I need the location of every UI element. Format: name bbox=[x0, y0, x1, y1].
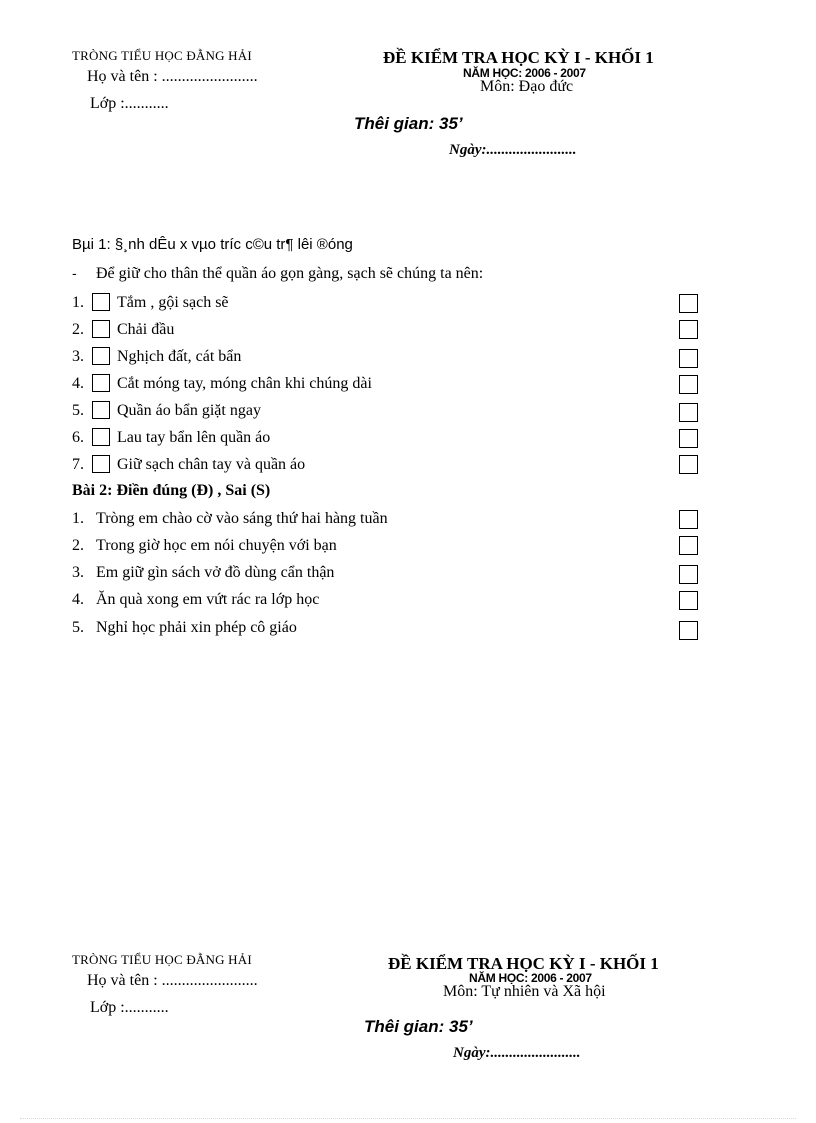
item-text: Chải đầu bbox=[117, 321, 175, 338]
list-item bbox=[72, 400, 261, 422]
item-text: Tròng em chào cờ vào sáng thứ hai hàng tuần bbox=[96, 510, 388, 527]
list-item bbox=[72, 589, 319, 611]
subject: Môn: Đạo đức bbox=[480, 78, 574, 95]
item-text: Giữ sạch chân tay và quần áo bbox=[117, 456, 306, 473]
page-edge-divider bbox=[20, 1118, 796, 1120]
item-number: 3. bbox=[72, 564, 84, 581]
item-number: 4. bbox=[72, 591, 84, 608]
item-number: 6. bbox=[72, 429, 84, 446]
class-field[interactable]: Lớp :........... bbox=[90, 95, 169, 112]
list-item bbox=[72, 319, 174, 341]
intro-text: Để giữ cho thân thể quần áo gọn gàng, sạch sẽ chúng ta nên: bbox=[96, 265, 484, 282]
answer-box[interactable] bbox=[679, 455, 698, 474]
part-2-heading: Bài 2: Điền đúng (Đ) , Sai (S) bbox=[72, 482, 271, 499]
checkbox[interactable] bbox=[92, 374, 110, 392]
list-item bbox=[72, 562, 334, 584]
student-name-field[interactable]: Họ và tên : ........................ bbox=[87, 68, 258, 85]
list-item bbox=[72, 617, 297, 639]
list-item bbox=[72, 427, 270, 449]
list-item bbox=[72, 292, 229, 314]
date-field[interactable]: Ngày:........................ bbox=[449, 142, 577, 158]
part-1-heading: Bµi 1: §¸nh dÊu x vµo tríc c©u tr¶ lêi ®óng bbox=[72, 236, 353, 253]
item-number: 2. bbox=[72, 537, 84, 554]
school-year: NĂM HỌC: 2006 - 2007 bbox=[469, 971, 592, 985]
item-text: Tắm , gội sạch sẽ bbox=[117, 294, 229, 311]
answer-box[interactable] bbox=[679, 349, 698, 368]
answer-box[interactable] bbox=[679, 510, 698, 529]
list-item bbox=[72, 373, 372, 395]
student-name-field[interactable]: Họ và tên : ........................ bbox=[87, 972, 258, 989]
item-number: 7. bbox=[72, 456, 84, 473]
item-number: 1. bbox=[72, 510, 84, 527]
checkbox[interactable] bbox=[92, 428, 110, 446]
answer-box[interactable] bbox=[679, 565, 698, 584]
school-name: TRÒNG TIỂU HỌC ĐẰNG HẢI bbox=[72, 952, 252, 967]
checkbox[interactable] bbox=[92, 347, 110, 365]
item-text: Trong giờ học em nói chuyện với bạn bbox=[96, 537, 337, 554]
list-item bbox=[72, 454, 305, 476]
time-limit: Thêi gian: 35’ bbox=[364, 1017, 473, 1036]
list-item bbox=[72, 508, 388, 530]
answer-box[interactable] bbox=[679, 320, 698, 339]
item-number: 4. bbox=[72, 375, 84, 392]
checkbox[interactable] bbox=[92, 293, 110, 311]
school-year: NĂM HỌC: 2006 - 2007 bbox=[463, 66, 586, 80]
checkbox[interactable] bbox=[92, 455, 110, 473]
date-field[interactable]: Ngày:........................ bbox=[453, 1045, 581, 1061]
item-text: Em giữ gìn sách vở đồ dùng cẩn thận bbox=[96, 564, 335, 581]
exam-title: ĐỀ KIỂM TRA HỌC KỲ I - KHỐI 1 bbox=[383, 48, 654, 67]
answer-box[interactable] bbox=[679, 429, 698, 448]
list-item bbox=[72, 535, 337, 557]
answer-box[interactable] bbox=[679, 591, 698, 610]
class-field[interactable]: Lớp :........... bbox=[90, 999, 169, 1016]
item-number: 1. bbox=[72, 294, 84, 311]
item-text: Ăn quà xong em vứt rác ra lớp học bbox=[96, 591, 320, 608]
item-text: Quần áo bẩn giặt ngay bbox=[117, 402, 261, 419]
subject: Môn: Tự nhiên và Xã hội bbox=[443, 983, 606, 1000]
item-text: Nghỉ học phải xin phép cô giáo bbox=[96, 619, 297, 636]
item-number: 2. bbox=[72, 321, 84, 338]
item-text: Cắt móng tay, móng chân khi chúng dài bbox=[117, 375, 372, 392]
bullet: - bbox=[72, 265, 77, 281]
answer-box[interactable] bbox=[679, 621, 698, 640]
list-item bbox=[72, 346, 241, 368]
item-text: Nghịch đất, cát bẩn bbox=[117, 348, 242, 365]
exam-title: ĐỀ KIỂM TRA HỌC KỲ I - KHỐI 1 bbox=[388, 954, 659, 973]
time-limit: Thêi gian: 35’ bbox=[354, 114, 463, 133]
answer-box[interactable] bbox=[679, 375, 698, 394]
school-name: TRÒNG TIỂU HỌC ĐẰNG HẢI bbox=[72, 48, 252, 63]
checkbox[interactable] bbox=[92, 401, 110, 419]
part-1-intro bbox=[72, 265, 483, 283]
item-number: 5. bbox=[72, 619, 84, 636]
answer-box[interactable] bbox=[679, 403, 698, 422]
item-number: 3. bbox=[72, 348, 84, 365]
checkbox[interactable] bbox=[92, 320, 110, 338]
item-number: 5. bbox=[72, 402, 84, 419]
item-text: Lau tay bẩn lên quần áo bbox=[117, 429, 271, 446]
answer-box[interactable] bbox=[679, 536, 698, 555]
answer-box[interactable] bbox=[679, 294, 698, 313]
